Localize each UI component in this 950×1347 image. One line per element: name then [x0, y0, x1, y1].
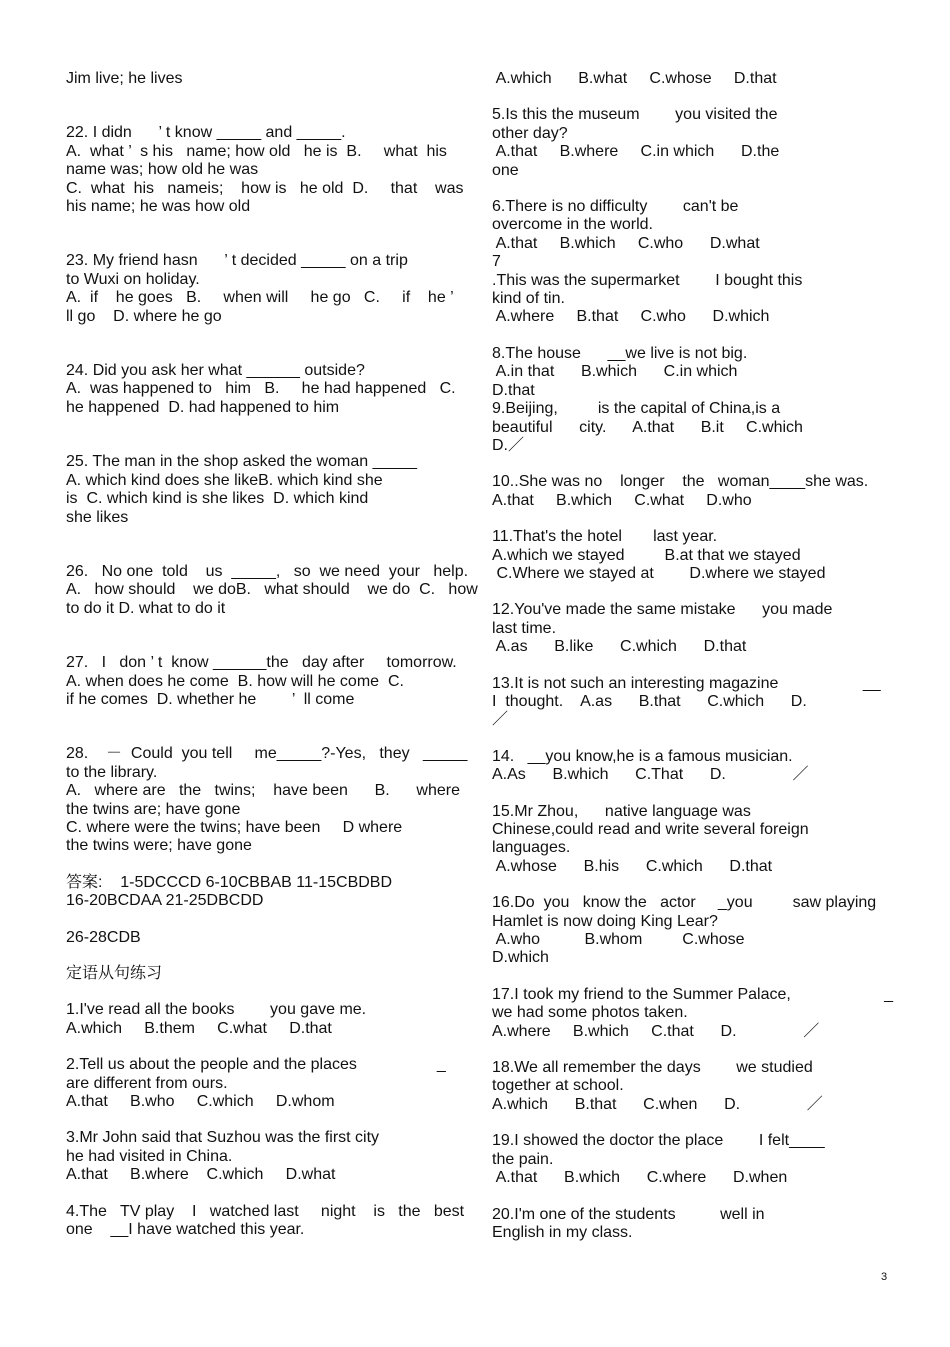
question-stem: 23. My friend hasn ’ t decided _____ on a trip: [66, 252, 408, 270]
text-line: to do it D. what to do it: [66, 599, 226, 617]
text-line: kind of tin.: [492, 290, 565, 308]
text-line: C. what his nameis; how is he old D. that was: [66, 179, 464, 197]
text-line: one __I have watched this year.: [66, 1221, 305, 1239]
question-block: [66, 1203, 470, 1240]
section-title: [66, 965, 470, 983]
text-line: A.where B.which C.that D. ／: [492, 1022, 820, 1040]
question-block: [492, 1206, 892, 1243]
text-line: 9.Beijing, is the capital of China,is a: [492, 400, 781, 418]
question-block: [492, 986, 892, 1041]
question-stem: 20.I'm one of the students well in: [492, 1205, 765, 1223]
left-column: [66, 70, 478, 1239]
question-block: [492, 1132, 892, 1187]
text-line: he had visited in China.: [66, 1147, 233, 1165]
question-block: [492, 253, 892, 327]
text-line: C.Where we stayed at D.where we stayed: [492, 564, 826, 582]
question-block: [492, 106, 892, 180]
question-stem: 28. － Could you tell me_____?-Yes, they _____: [66, 745, 468, 763]
text-line: A.that B.which C.what D.who: [492, 491, 752, 509]
question-stem: 7: [492, 253, 501, 271]
question-block: [66, 453, 470, 527]
text-line: the pain.: [492, 1150, 554, 1168]
text-line: beautiful city. A.that B.it C.which: [492, 418, 803, 436]
text-line: to Wuxi on holiday.: [66, 270, 200, 288]
text-line: other day?: [492, 124, 568, 142]
question-stem: 8.The house __we live is not big.: [492, 344, 748, 362]
text-line: A.that B.which C.who D.what: [492, 234, 760, 252]
text-line: last time.: [492, 619, 557, 637]
question-block: [66, 562, 478, 618]
question-stem: 24. Did you ask her what ______ outside?: [66, 362, 365, 380]
question-block: [66, 1001, 470, 1038]
question-block: [66, 124, 470, 216]
text-line: A.who B.whom C.whose: [492, 931, 745, 949]
text-line: she likes: [66, 508, 129, 526]
question-stem: 22. I didn ’ t know _____ and _____.: [66, 124, 346, 142]
question-block: [66, 654, 470, 709]
text-line: A.that B.where C.in which D.the: [492, 143, 780, 161]
question-stem: 1.I've read all the books you gave me.: [66, 1001, 367, 1019]
right-column: [492, 70, 892, 1242]
question-stem: 2.Tell us about the people and the places _: [66, 1056, 446, 1074]
question-stem: 5.Is this the museum you visited the: [492, 106, 778, 124]
question-block: [66, 745, 470, 855]
text-line: if he comes D. whether he ’ ll come: [66, 690, 355, 708]
question-stem: 3.Mr John said that Suzhou was the first city: [66, 1129, 380, 1147]
question-stem: 16.Do you know the actor _you saw playing: [492, 894, 877, 912]
question-stem: 11.That's the hotel last year.: [492, 528, 718, 546]
question-stem: 18.We all remember the days we studied: [492, 1059, 813, 1077]
text-line: A.which B.what C.whose D.that: [492, 70, 777, 87]
question-block: [492, 473, 892, 510]
text-line: he happened D. had happened to him: [66, 398, 340, 416]
text-line: D.that: [492, 381, 535, 399]
text-line: A. where are the twins; have been B. where: [66, 782, 460, 800]
text-line: are different from ours.: [66, 1074, 228, 1092]
text-line: A.that B.which C.where D.when: [492, 1169, 788, 1187]
text-line: ll go D. where he go: [66, 307, 222, 325]
text-line: A.in that B.which C.in which: [492, 363, 738, 381]
text-line: the twins are; have gone: [66, 800, 241, 818]
text-line: we had some photos taken.: [492, 1004, 688, 1022]
question-stem: 4.The TV play I watched last night is the best: [66, 1202, 465, 1220]
question-block: [66, 252, 470, 326]
text-line: A.which B.them C.what D.that: [66, 1019, 332, 1037]
text-line: A.which we stayed B.at that we stayed: [492, 546, 801, 564]
question-stem: 6.There is no difficulty can't be: [492, 198, 739, 216]
page-number: 3: [881, 1271, 888, 1283]
question-block: [66, 362, 470, 417]
text-line: A.where B.that C.who D.which: [492, 308, 770, 326]
answer-key: [66, 874, 470, 911]
text-line: A.that B.who C.which D.whom: [66, 1093, 335, 1111]
question-block: [66, 70, 470, 88]
question-block: [492, 894, 892, 968]
question-block: [492, 803, 892, 877]
text-line: his name; he was how old: [66, 198, 251, 216]
text-line: A. what ’ s his name; how old he is B. what his: [66, 142, 447, 160]
text-line: A. if he goes B. when will he go C. if he ’: [66, 289, 454, 307]
section-heading: 定语从句练习: [66, 965, 163, 982]
text-line: D.／: [492, 436, 525, 454]
text-line: 16-20BCDAA 21-25DBCDD: [66, 892, 264, 910]
text-line: A. was happened to him B. he had happened C.: [66, 380, 456, 398]
question-stem: 17.I took my friend to the Summer Palace, _: [492, 985, 894, 1003]
text-line: I thought. A.as B.that C.which D.: [492, 692, 807, 710]
question-block: [66, 1056, 470, 1111]
answer-key: [66, 929, 470, 947]
question-block: [492, 345, 892, 455]
question-block: [492, 1059, 892, 1114]
question-stem: 26. No one told us _____, so we need your help.: [66, 562, 469, 580]
question-stem: 25. The man in the shop asked the woman _____: [66, 453, 418, 471]
text-line: is C. which kind is she likes D. which kind: [66, 490, 369, 508]
text-line: Chinese,could read and write several foreign: [492, 821, 809, 838]
text-line: A.which B.that C.when D. ／: [492, 1095, 823, 1113]
question-block: [492, 675, 892, 730]
text-line: together at school.: [492, 1077, 624, 1095]
question-stem: 10..She was no longer the woman____she was.: [492, 473, 869, 491]
question-stem: 19.I showed the doctor the place I felt____: [492, 1132, 825, 1150]
text-line: Hamlet is now doing King Lear?: [492, 912, 718, 930]
question-stem: 13.It is not such an interesting magazine __: [492, 674, 881, 692]
text-line: overcome in the world.: [492, 216, 653, 234]
text-line: A.whose B.his C.which D.that: [492, 857, 773, 875]
text-line: .This was the supermarket I bought this: [492, 271, 803, 289]
text-line: ／: [492, 711, 509, 729]
question-stem: 12.You've made the same mistake you made: [492, 601, 833, 619]
question-stem: 27. I don ’ t know ______the day after tomorrow.: [66, 654, 457, 672]
text-line: A. which kind does she likeB. which kind she: [66, 471, 383, 489]
text-line: 26-28CDB: [66, 928, 141, 946]
text-line: A.that B.where C.which D.what: [66, 1166, 336, 1184]
text-line: A. when does he come B. how will he come C.: [66, 672, 404, 690]
text-line: Jim live; he lives: [66, 70, 183, 87]
text-line: English in my class.: [492, 1223, 633, 1241]
text-line: A.as B.like C.which D.that: [492, 638, 747, 656]
question-block: [492, 748, 892, 785]
question-stem: 14. __you know,he is a famous musician.: [492, 747, 793, 765]
text-line: A. how should we doB. what should we do C. how: [66, 581, 478, 599]
question-block: [492, 528, 892, 583]
text-line: one: [492, 161, 519, 179]
text-line: the twins were; have gone: [66, 837, 252, 855]
text-line: languages.: [492, 839, 571, 857]
text-line: A.As B.which C.That D. ／: [492, 766, 809, 784]
question-block: [66, 1129, 470, 1184]
text-line: name was; how old he was: [66, 161, 259, 179]
question-block: [492, 70, 892, 88]
question-stem: 15.Mr Zhou, native language was: [492, 802, 751, 820]
text-line: 答案: 1-5DCCCD 6-10CBBAB 11-15CBDBD: [66, 873, 393, 891]
text-line: D.which: [492, 949, 549, 967]
text-line: C. where were the twins; have been D where: [66, 818, 403, 836]
question-block: [492, 198, 892, 253]
text-line: to the library.: [66, 763, 158, 781]
question-block: [492, 601, 892, 656]
